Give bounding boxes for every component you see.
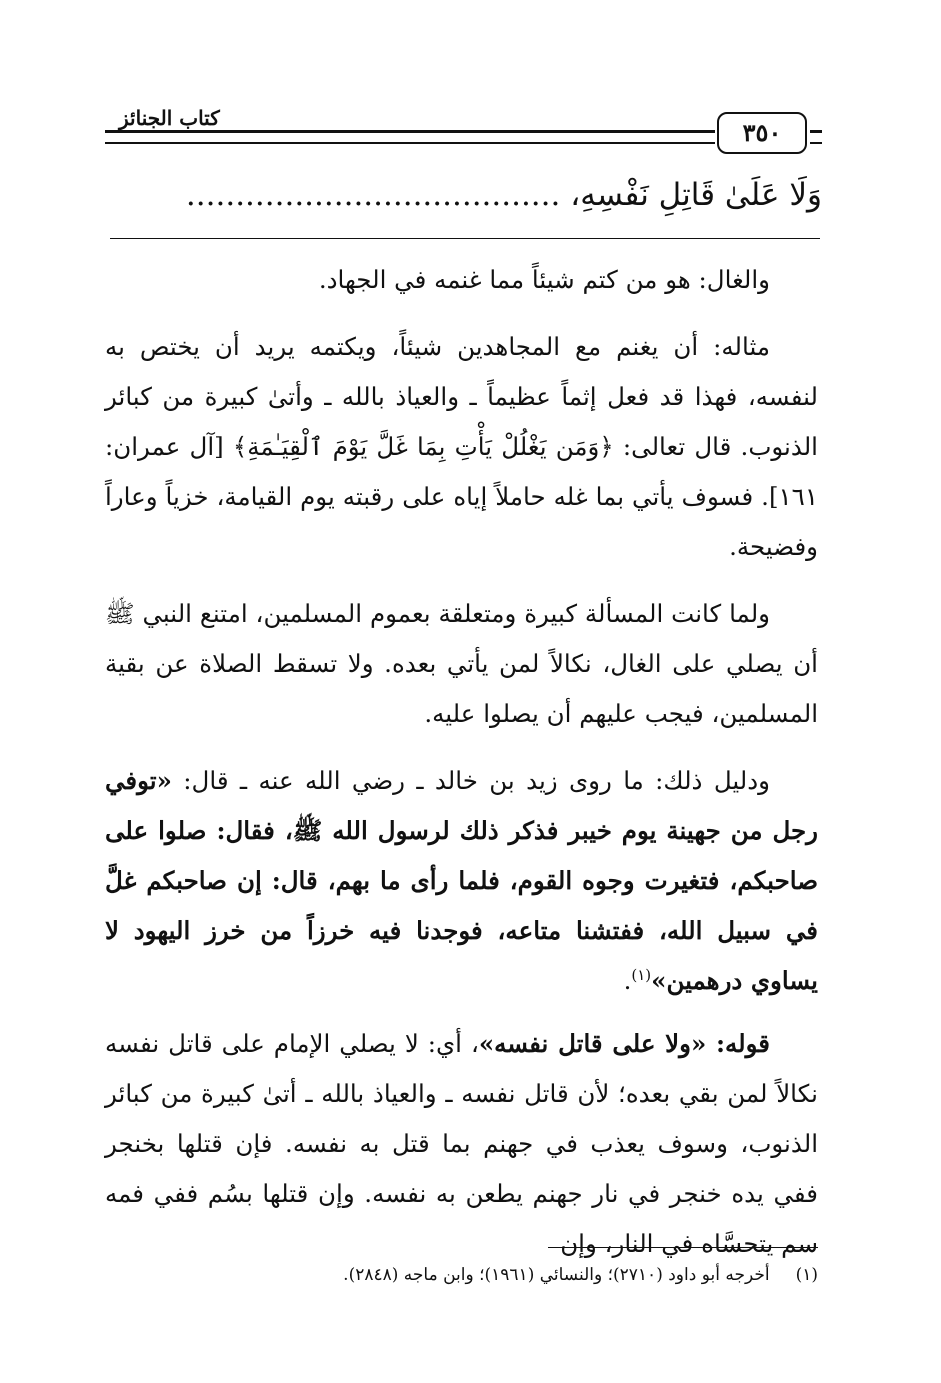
paragraph: ولما كانت المسألة كبيرة ومتعلقة بعموم المسلمين، امتنع النبي ﷺ أن يصلي على الغال، نكالاً لمن يأتي بعده. ولا تسقط الصلاة عن بقية المسلمين، فيجب عليهم أن يصلوا عليه.	[105, 599, 818, 728]
qawluhu-lead: قوله: «ولا على قاتل نفسه»	[478, 1029, 770, 1058]
footnote	[105, 1262, 818, 1288]
paragraph-hadith	[105, 756, 818, 1006]
footnote-ref[interactable]: (١)	[631, 965, 652, 984]
header-rule-end	[810, 130, 822, 144]
hadith-end: .	[623, 966, 632, 995]
page-header	[105, 106, 822, 154]
footnote-text: أخرجه أبو داود (٢٧١٠)؛ والنسائي (١٩٦١)؛ وابن ماجه (٢٨٤٨).	[343, 1265, 770, 1285]
commentary-body	[105, 255, 818, 1286]
paragraph-text: ، أي: لا يصلي الإمام على قاتل نفسه نكالاً لمن بقي بعده؛ لأن قاتل نفسه ـ والعياذ بالله ـ أتىٰ كبيرة من كبائر الذنوب، وسوف يعذب في جهنم بما قتل به نفسه. فإن قتلها بخنجر ففي يده خنجر في نار جهنم يطعن به نفسه. وإن قتلها بسُم ففي فمه سم يتحسَّاه في النار، وإن	[105, 1029, 818, 1258]
running-title: كتاب الجنائز	[109, 106, 230, 130]
footnote-separator	[548, 1247, 818, 1248]
page-number: ٣٥٠	[717, 112, 807, 154]
matn-separator	[110, 238, 820, 239]
paragraph	[105, 1019, 818, 1269]
paragraph: والغال: هو من كتم شيئاً مما غنمه في الجهاد.	[318, 265, 770, 294]
hadith-text: «توفي رجل من جهينة يوم خيبر فذكر ذلك لرسول الله ﷺ، فقال: صلوا على صاحبكم، فتغيرت وجوه القوم، فلما رأى ما بهم، قال: إن صاحبكم غلَّ في سبيل الله، ففتشنا متاعه، فوجدنا فيه خرزاً من خرز اليهود لا يساوي درهمين»	[105, 766, 818, 995]
hadith-intro: ودليل ذلك: ما روى زيد بن خالد ـ رضي الله عنه ـ قال:	[171, 766, 770, 795]
footnote-number: (١)	[795, 1265, 818, 1285]
paragraph: مثاله: أن يغنم مع المجاهدين شيئاً، ويكتمه يريد أن يختص به لنفسه، فهذا قد فعل إثماً عظيماً ـ والعياذ بالله ـ وأتىٰ كبيرة من كبائر الذنوب. قال تعالى: ﴿وَمَن يَغْلُلْ يَأْتِ بِمَا غَلَّ يَوْمَ ٱلْقِيَـٰمَةِ﴾ [آل عمران: ١٦١]. فسوف يأتي بما غله حاملاً إياه على رقبته يوم القيامة، خزياً وعاراً وفضيحة.	[105, 332, 818, 561]
header-rule	[105, 130, 715, 144]
matn-line: وَلَا عَلَىٰ قَاتِلِ نَفْسِهِ، ......................................	[185, 177, 822, 213]
